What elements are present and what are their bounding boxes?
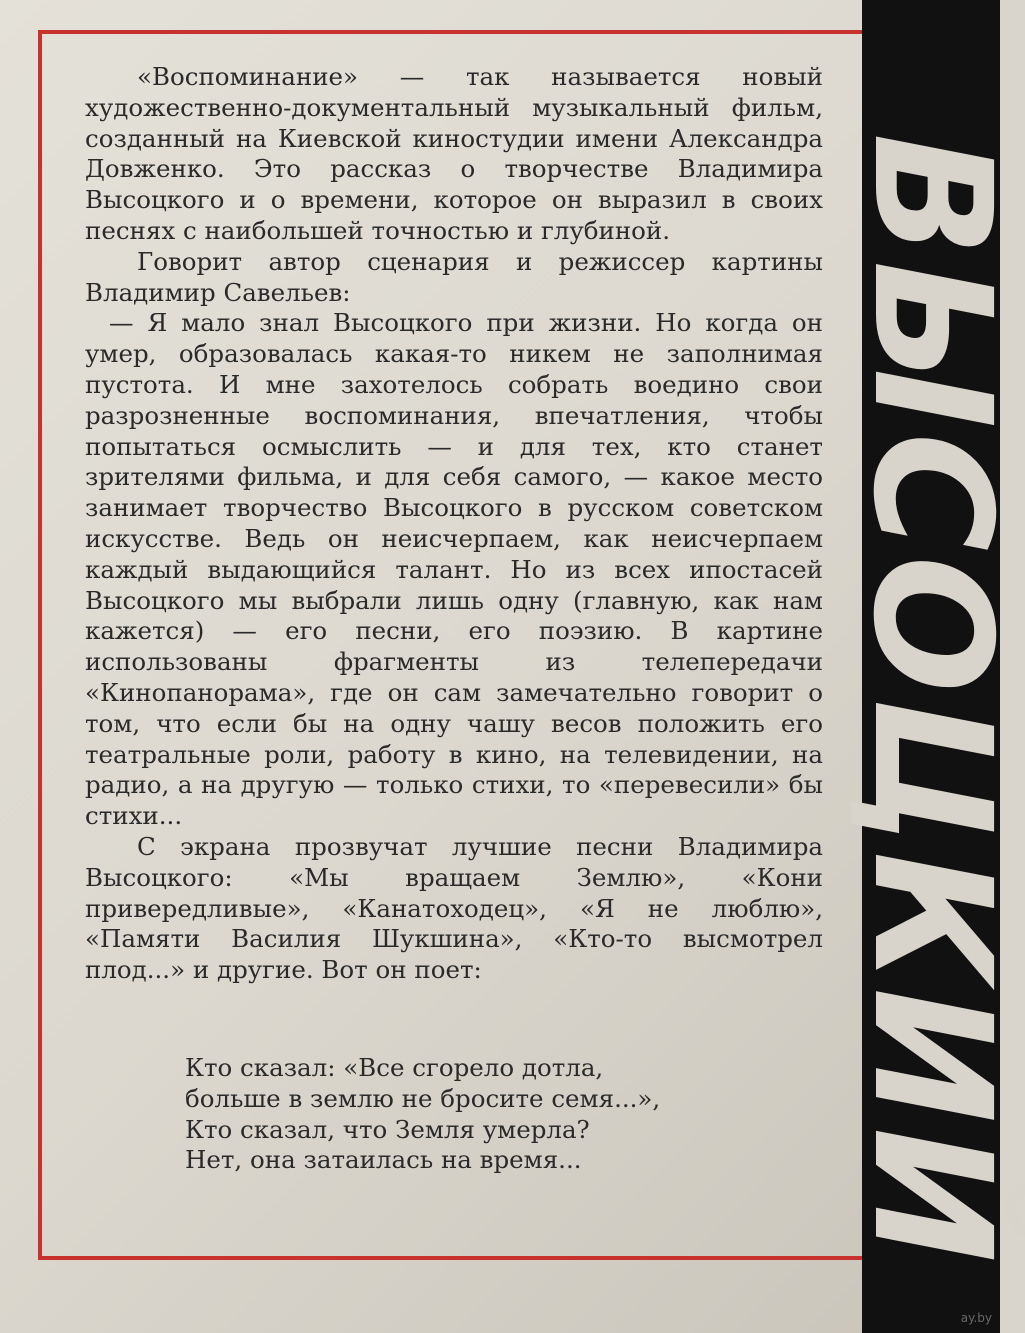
- paragraph-quote: — Я мало знал Высоцкого при жизни. Но когда он умер, образовалась какая-то никем не заполнимая пустота. И мне захотелось собрать воедино свои разрозненные воспоминания, впечатления, чтобы попытаться осмыслить — и для тех, кто станет зрителями фильма, и для себя самого, — какое место занимает творчество Высоцкого в русском советском искусстве. Ведь он неисчерпаем, как неисчерпаем каждый выдающийся талант. Но из всех ипостасей Высоцкого мы выбрали лишь одну (главную, как нам кажется) — его песни, его поэзию. В картине использованы фрагменты из телепередачи «Кинопанорама», где он сам замечательно говорит о том, что если бы на одну чашу весов положить его театральные роли, работу в кино, на телевидении, на радио, а на другую — только стихи, то «перевесили» бы стихи...: [85, 308, 823, 831]
- verse-line: больше в землю не бросите семя...»,: [185, 1083, 661, 1113]
- verse-line: Нет, она затаилась на время...: [185, 1145, 582, 1175]
- article-text: [85, 62, 823, 986]
- watermark: ay.by: [960, 1311, 992, 1325]
- verse: [185, 1053, 745, 1176]
- side-title: ВЫСОЦКИЙ: [837, 133, 1025, 1267]
- verse-line: Кто сказал: «Все сгорело дотла,: [185, 1053, 604, 1082]
- verse-line: Кто сказал, что Земля умерла?: [185, 1114, 590, 1144]
- paragraph-author: Говорит автор сценария и режиссер картины Владимир Савельев:: [85, 246, 823, 307]
- paragraph-songs: С экрана прозвучат лучшие песни Владимира Высоцкого: «Мы вращаем Землю», «Кони привередливые», «Канатоходец», «Я не люблю», «Памяти Василия Шукшина», «Кто-то высмотрел плод...» и другие. Вот он поет:: [85, 831, 823, 985]
- paragraph-intro: «Воспоминание» — так называется новый художественно-документальный музыкальный фильм, созданный на Киевской киностудии имени Александра Довженко. Это рассказ о творчестве Владимира Высоцкого и о времени, которое он выразил в своих песнях с наибольшей точностью и глубиной.: [85, 62, 823, 245]
